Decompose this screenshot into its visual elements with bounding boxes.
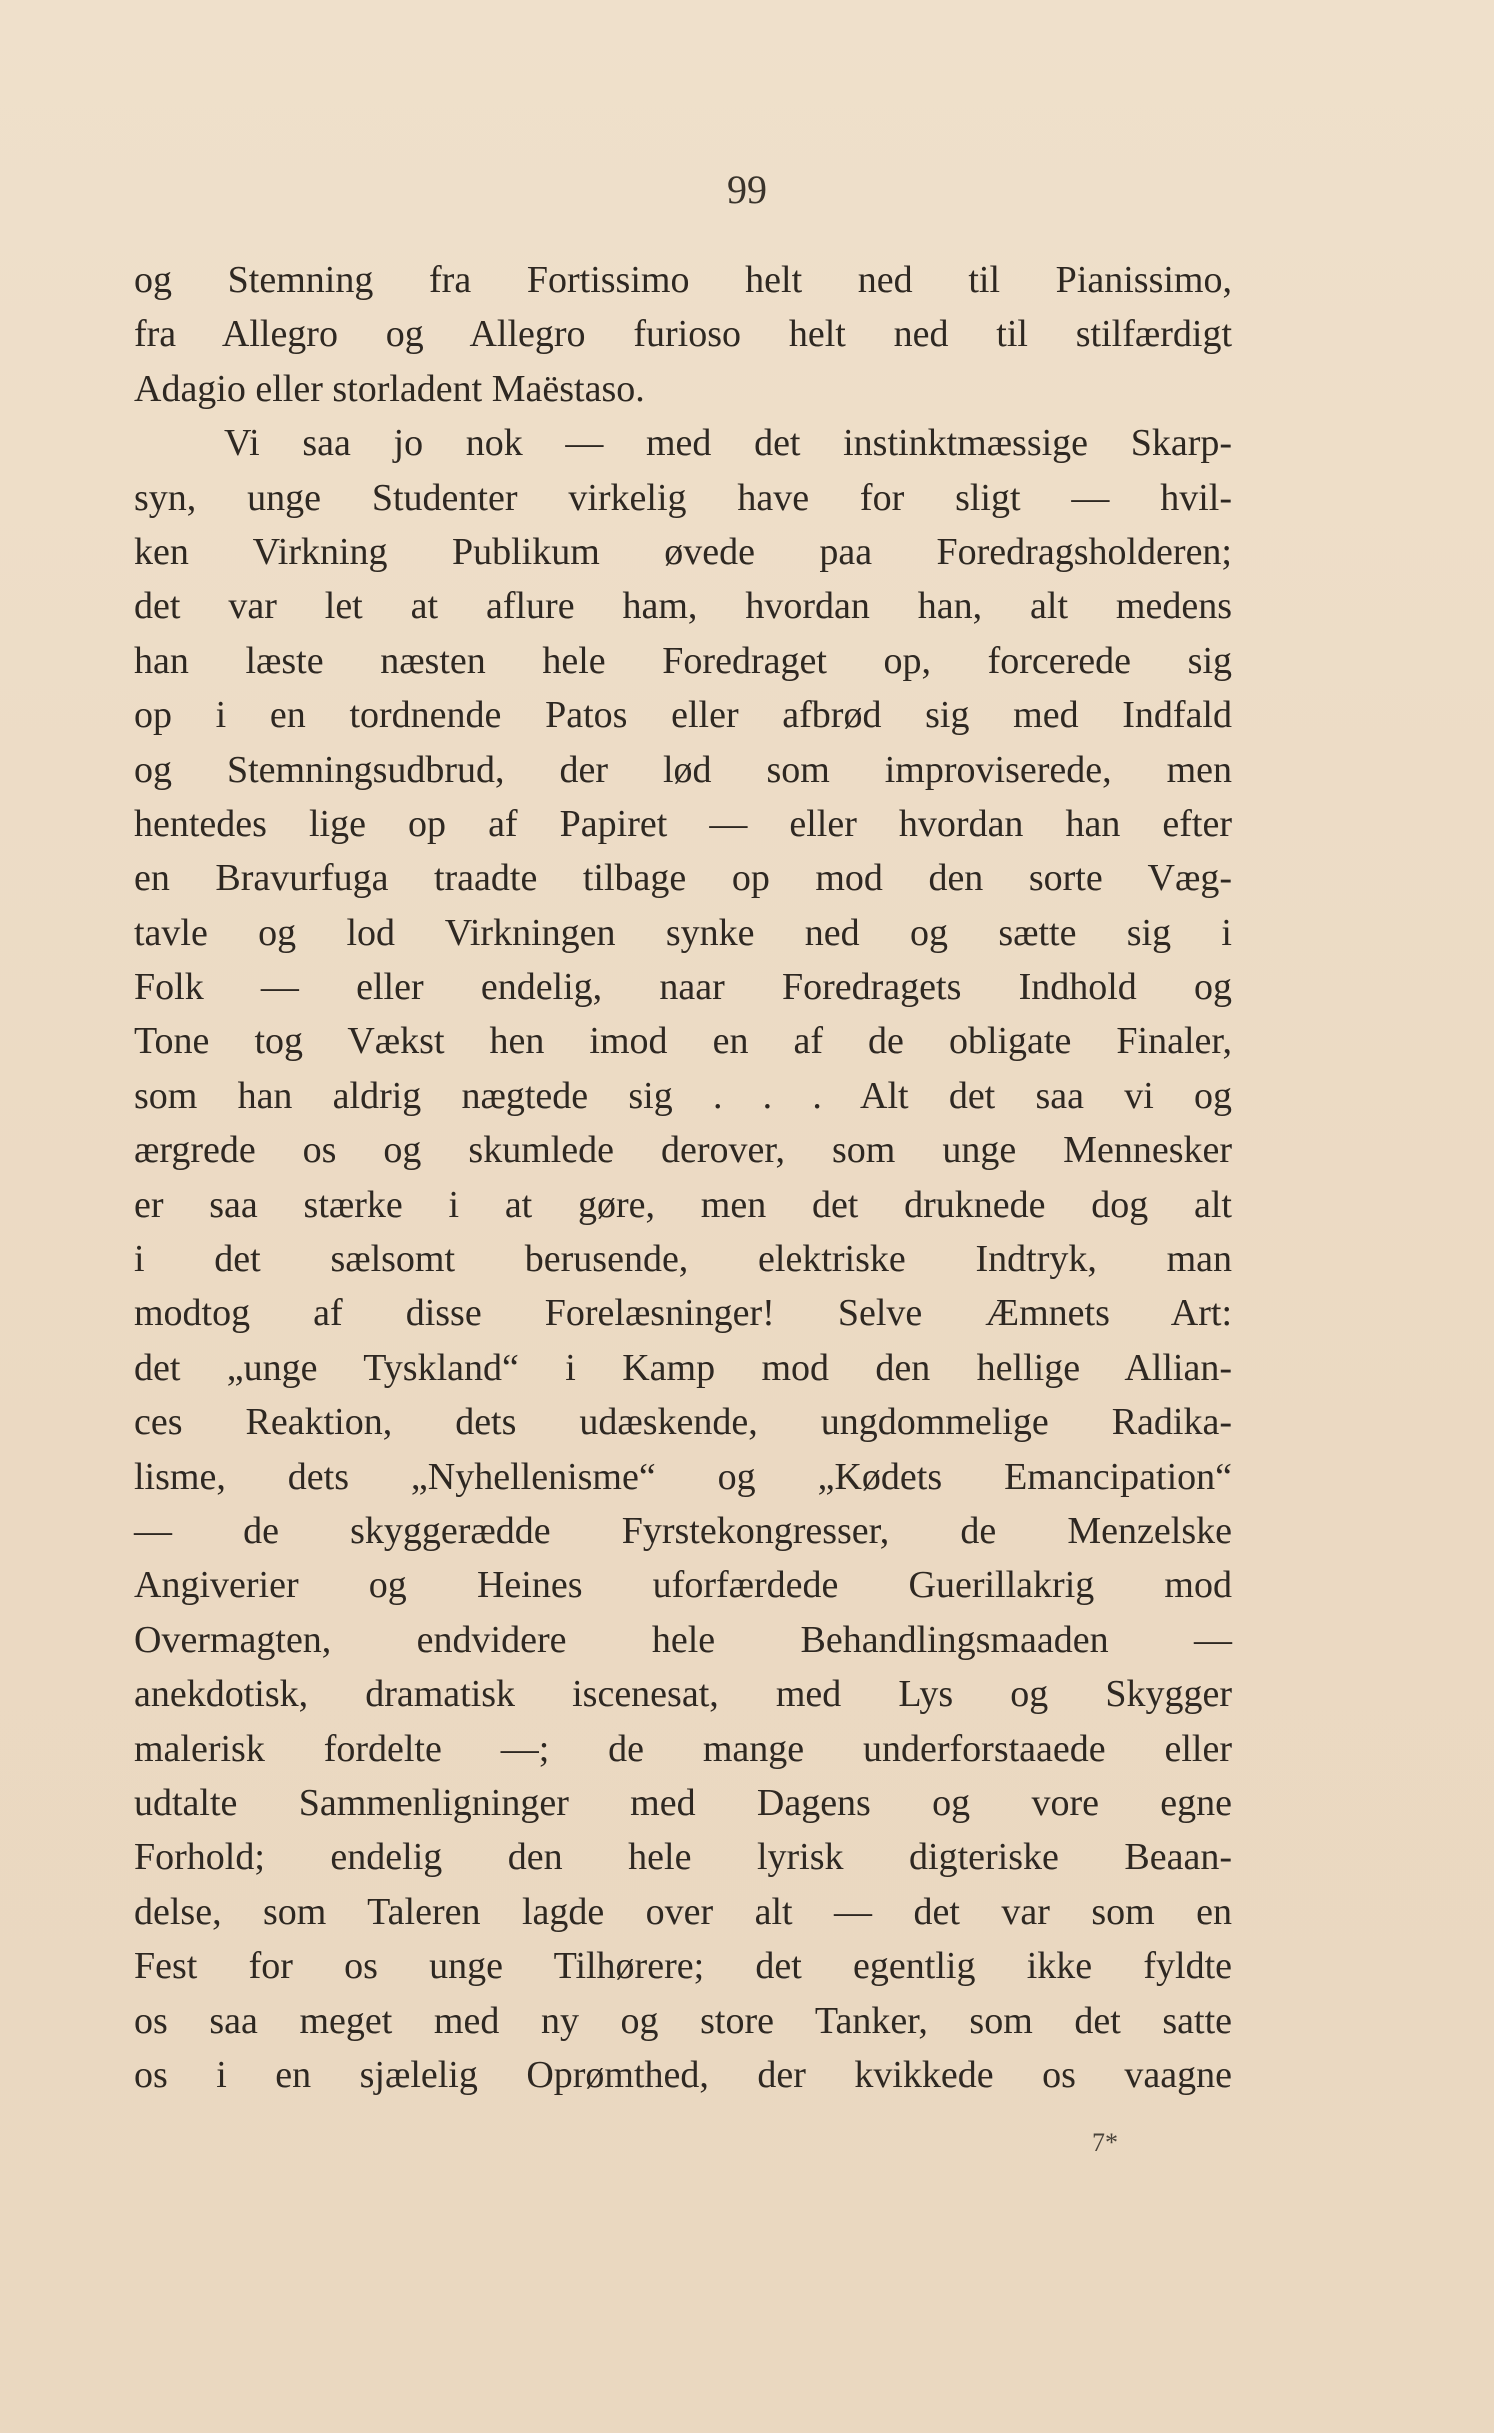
text-line-31: delse, som Taleren lagde over alt — det var som en — [134, 1890, 1232, 1933]
text-line-17: ærgrede os og skumlede derover, som unge Mennesker — [134, 1129, 1232, 1172]
text-line-5: syn, unge Studenter virkelig have for sligt — hvil- — [134, 476, 1232, 519]
text-line-30: Forhold; endelig den hele lyrisk digteriske Beaan- — [134, 1836, 1232, 1879]
text-line-20: modtog af disse Forelæsninger! Selve Æmnets Art: — [134, 1292, 1232, 1335]
text-line-26: Overmagten, endvidere hele Behandlingsmaaden — — [134, 1618, 1232, 1661]
text-line-4: Vi saa jo nok — med det instinktmæssige Skarp- — [224, 422, 1232, 465]
text-line-12: en Bravurfuga traadte tilbage op mod den sorte Væg- — [134, 857, 1232, 900]
text-line-14: Folk — eller endelig, naar Foredragets Indhold og — [134, 966, 1232, 1009]
text-line-3: Adagio eller storladent Maëstaso. — [134, 367, 645, 410]
text-line-29: udtalte Sammenligninger med Dagens og vore egne — [134, 1781, 1232, 1824]
text-line-19: i det sælsomt berusende, elektriske Indtryk, man — [134, 1238, 1232, 1281]
text-line-34: os i en sjælelig Oprømthed, der kvikkede os vaagne — [134, 2053, 1232, 2096]
text-line-21: det „unge Tyskland“ i Kamp mod den hellige Allian- — [134, 1346, 1232, 1389]
text-line-10: og Stemningsudbrud, der lød som improviserede, men — [134, 748, 1232, 791]
page-number: 99 — [727, 167, 767, 212]
text-line-2: fra Allegro og Allegro furioso helt ned til stilfærdigt — [134, 313, 1232, 356]
signature-mark: 7* — [1092, 2128, 1118, 2157]
text-line-32: Fest for os unge Tilhørere; det egentlig ikke fyldte — [134, 1945, 1232, 1988]
text-line-22: ces Reaktion, dets udæskende, ungdommelige Radika- — [134, 1401, 1232, 1444]
text-line-15: Tone tog Vækst hen imod en af de obligate Finaler, — [134, 1020, 1232, 1063]
text-line-1: og Stemning fra Fortissimo helt ned til Pianissimo, — [134, 259, 1232, 301]
text-line-24: — de skyggerædde Fyrstekongresser, de Menzelske — [134, 1509, 1232, 1552]
text-line-8: han læste næsten hele Foredraget op, forcerede sig — [134, 639, 1232, 682]
body-text — [134, 253, 1232, 2102]
text-line-11: hentedes lige op af Papiret — eller hvordan han efter — [134, 802, 1232, 845]
text-line-27: anekdotisk, dramatisk iscenesat, med Lys og Skygger — [134, 1673, 1232, 1716]
text-line-16: som han aldrig nægtede sig . . . Alt det saa vi og — [134, 1074, 1232, 1117]
text-line-13: tavle og lod Virkningen synke ned og sætte sig i — [134, 911, 1232, 954]
text-line-9: op i en tordnende Patos eller afbrød sig med Indfald — [134, 694, 1232, 737]
text-line-25: Angiverier og Heines uforfærdede Guerillakrig mod — [134, 1564, 1232, 1607]
text-line-18: er saa stærke i at gøre, men det druknede dog alt — [134, 1183, 1232, 1226]
text-line-28: malerisk fordelte —; de mange underforstaaede eller — [134, 1727, 1232, 1770]
text-line-23: lisme, dets „Nyhellenisme“ og „Kødets Emancipation“ — [134, 1455, 1232, 1498]
text-line-7: det var let at aflure ham, hvordan han, alt medens — [134, 585, 1232, 628]
text-line-6: ken Virkning Publikum øvede paa Foredragsholderen; — [134, 530, 1232, 573]
text-line-33: os saa meget med ny og store Tanker, som det satte — [134, 1999, 1232, 2042]
